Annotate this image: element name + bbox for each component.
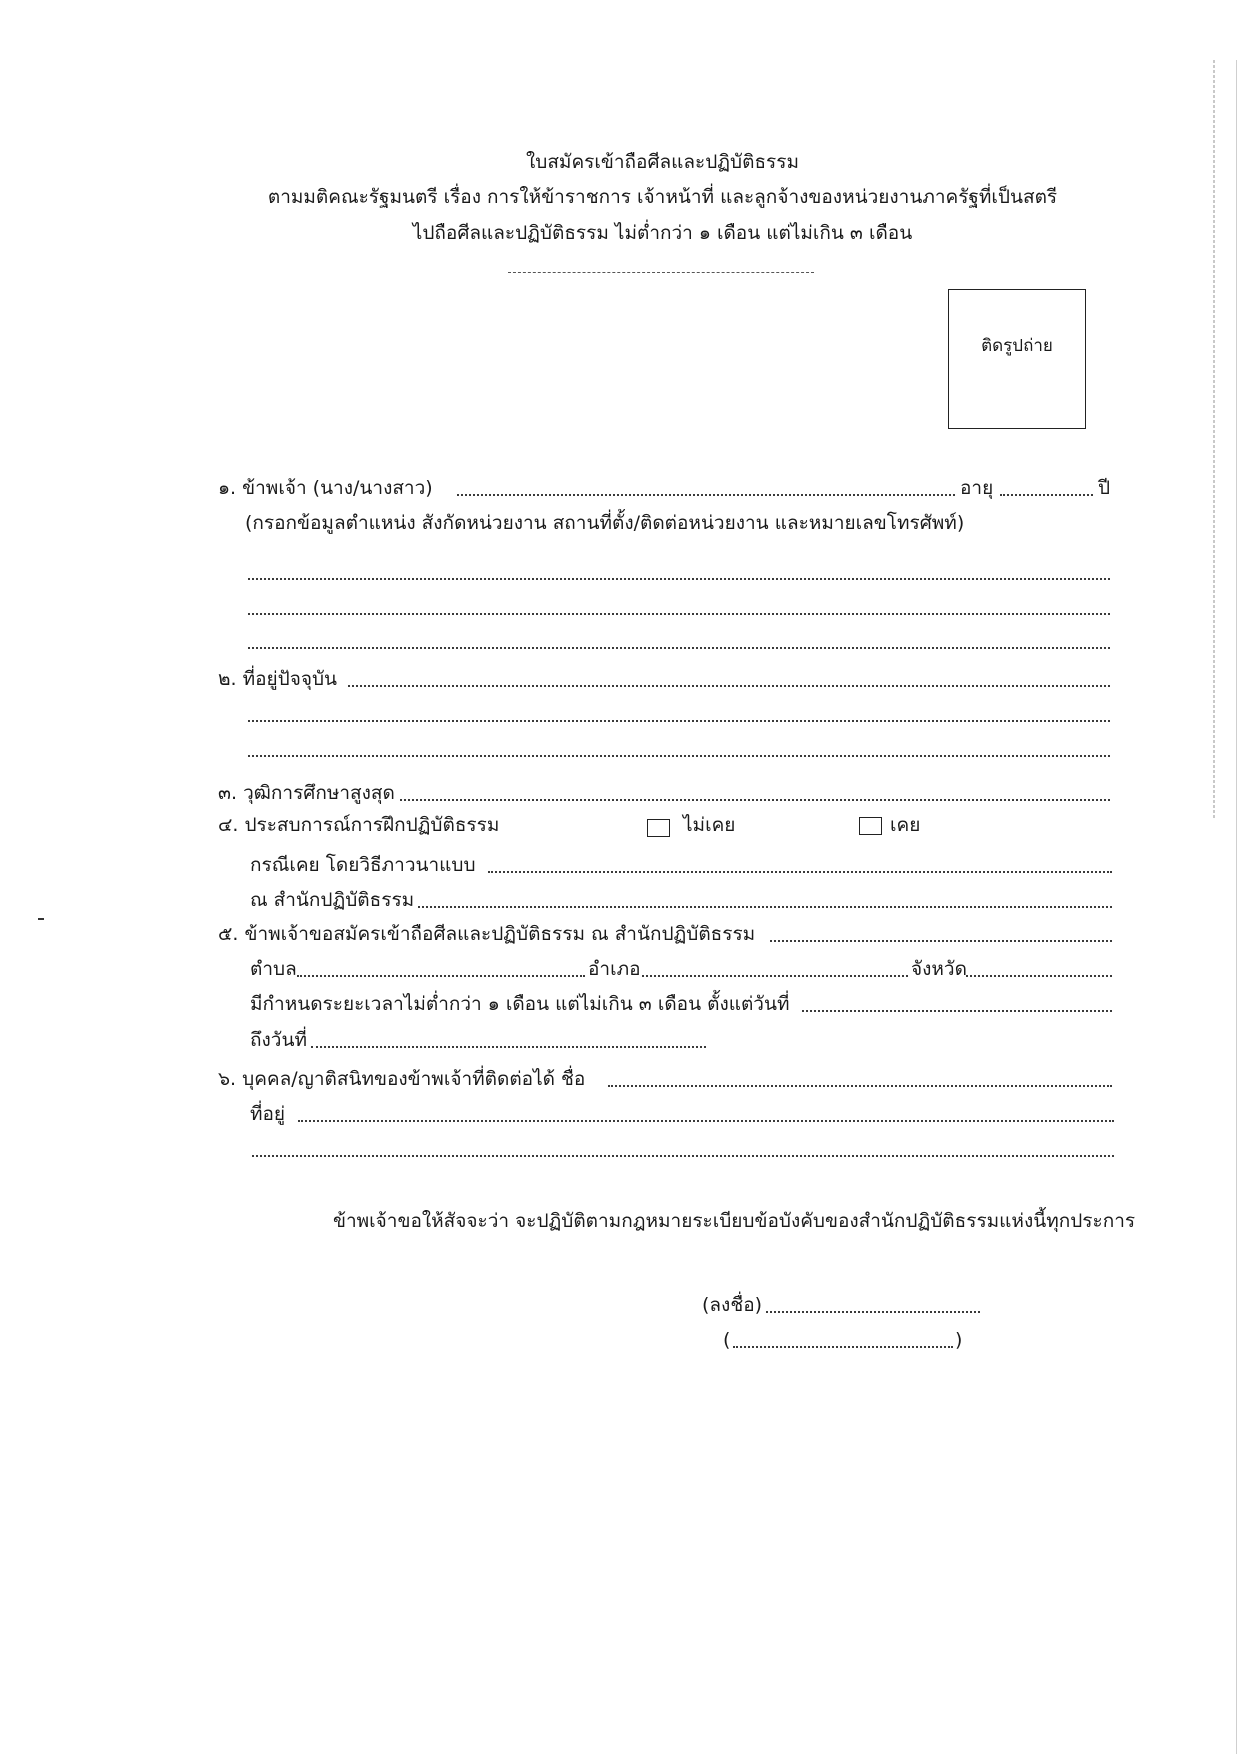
item6-address-label: ที่อยู่ bbox=[250, 1103, 286, 1125]
scan-edge-line bbox=[1236, 60, 1237, 1754]
item4-ever-label: เคย bbox=[890, 814, 921, 836]
item6-contact-label: ๖. บุคคล/ญาติสนิทของข้าพเจ้าที่ติดต่อได้ ชื่อ bbox=[218, 1068, 586, 1090]
item5-district-field[interactable] bbox=[642, 975, 908, 977]
item5-center-field[interactable] bbox=[770, 940, 1112, 942]
signature-printed-name-field[interactable] bbox=[733, 1346, 953, 1348]
form-subtitle-line-1: ตามมติคณะรัฐมนตรี เรื่อง การให้ข้าราชการ เจ้าหน้าที่ และลูกจ้างของหน่วยงานภาครัฐที่เป็นสตรี bbox=[267, 186, 1058, 208]
item6-contact-name-field[interactable] bbox=[608, 1085, 1112, 1087]
item4-method-label: กรณีเคย โดยวิธีภาวนาแบบ bbox=[250, 854, 476, 876]
item4-never-label: ไม่เคย bbox=[683, 814, 736, 836]
item5-apply-label: ๕. ข้าพเจ้าขอสมัครเข้าถือศีลและปฏิบัติธรรม ณ สำนักปฏิบัติธรรม bbox=[218, 923, 756, 945]
photo-placeholder-label: ติดรูปถ่าย bbox=[981, 336, 1053, 356]
item4-place-field[interactable] bbox=[418, 906, 1112, 908]
item3-education-field[interactable] bbox=[400, 799, 1110, 801]
header-divider bbox=[508, 272, 814, 273]
item2-address-field-3[interactable] bbox=[248, 755, 1110, 757]
form-subtitle-line-2: ไปถือศีลและปฏิบัติธรรม ไม่ต่ำกว่า ๑ เดือน แต่ไม่เกิน ๓ เดือน bbox=[412, 222, 913, 244]
item1-name-label: ๑. ข้าพเจ้า (นาง/นางสาว) bbox=[218, 477, 433, 499]
item5-province-field[interactable] bbox=[966, 975, 1112, 977]
item1-instruction-note: (กรอกข้อมูลตำแหน่ง สังกัดหน่วยงาน สถานที่ตั้ง/ติดต่อหน่วยงาน และหมายเลขโทรศัพท์) bbox=[245, 512, 965, 534]
item1-age-field[interactable] bbox=[1000, 494, 1093, 496]
item5-until-label: ถึงวันที่ bbox=[250, 1029, 307, 1051]
item1-detail-line-1[interactable] bbox=[248, 578, 1110, 580]
stray-mark bbox=[38, 918, 44, 920]
item3-education-label: ๓. วุฒิการศึกษาสูงสุด bbox=[218, 782, 395, 804]
item1-detail-line-2[interactable] bbox=[248, 613, 1110, 615]
item5-start-date-field[interactable] bbox=[802, 1010, 1112, 1012]
item1-age-label: อายุ bbox=[960, 477, 994, 499]
signature-name-close-paren: ) bbox=[955, 1329, 963, 1351]
item6-address-field-2[interactable] bbox=[252, 1155, 1114, 1157]
item5-duration-label: มีกำหนดระยะเวลาไม่ต่ำกว่า ๑ เดือน แต่ไม่เกิน ๓ เดือน ตั้งแต่วันที่ bbox=[250, 993, 790, 1015]
item4-experience-label: ๔. ประสบการณ์การฝึกปฏิบัติธรรม bbox=[218, 814, 500, 836]
item5-end-date-field[interactable] bbox=[311, 1046, 706, 1048]
signature-name-open-paren: ( bbox=[723, 1329, 731, 1351]
signature-label: (ลงชื่อ) bbox=[702, 1294, 763, 1316]
item4-ever-checkbox[interactable] bbox=[859, 817, 882, 835]
item5-subdistrict-label: ตำบล bbox=[250, 958, 297, 980]
item4-place-label: ณ สำนักปฏิบัติธรรม bbox=[250, 889, 415, 911]
item5-province-label: จังหวัด bbox=[911, 958, 967, 980]
item5-subdistrict-field[interactable] bbox=[297, 975, 585, 977]
signature-field[interactable] bbox=[766, 1311, 980, 1313]
item4-method-field[interactable] bbox=[488, 871, 1112, 873]
item2-address-label: ๒. ที่อยู่ปัจจุบัน bbox=[218, 668, 338, 690]
photo-placeholder-box[interactable] bbox=[948, 289, 1086, 429]
item5-district-label: อำเภอ bbox=[588, 958, 641, 980]
item1-name-field[interactable] bbox=[457, 494, 955, 496]
declaration-text: ข้าพเจ้าขอให้สัจจะว่า จะปฏิบัติตามกฎหมายระเบียบข้อบังคับของสำนักปฏิบัติธรรมแห่งนี้ทุกประการ bbox=[333, 1210, 1136, 1232]
form-title: ใบสมัครเข้าถือศีลและปฏิบัติธรรม bbox=[526, 151, 799, 173]
item2-address-field-1[interactable] bbox=[348, 685, 1110, 687]
item2-address-field-2[interactable] bbox=[248, 720, 1110, 722]
item4-never-checkbox[interactable] bbox=[647, 819, 670, 837]
item6-address-field-1[interactable] bbox=[298, 1120, 1114, 1122]
item1-age-unit: ปี bbox=[1098, 477, 1111, 499]
item1-detail-line-3[interactable] bbox=[248, 647, 1110, 649]
